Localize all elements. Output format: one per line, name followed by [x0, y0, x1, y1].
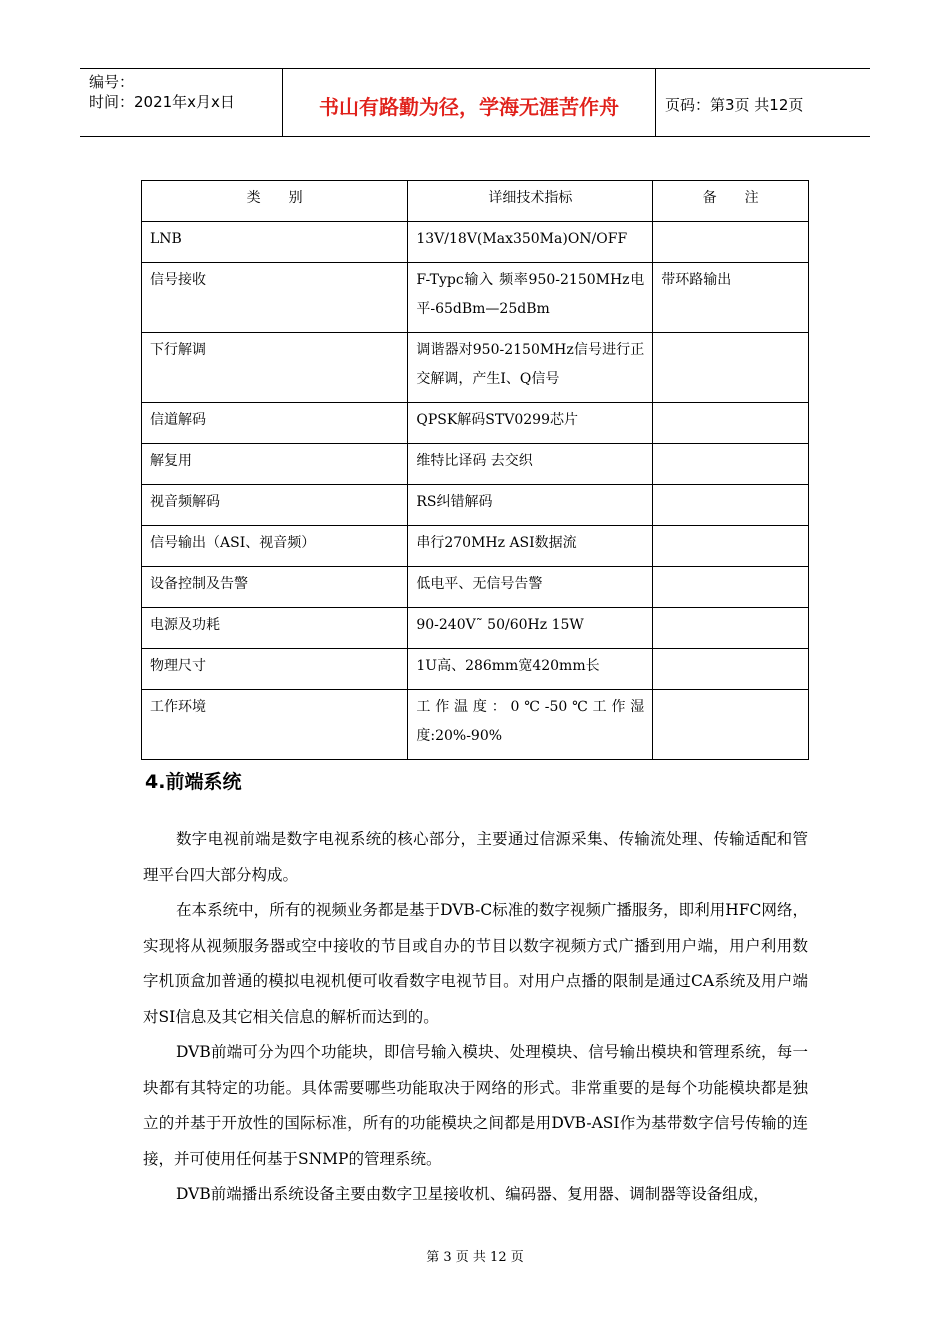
- header-note: 备 注: [653, 181, 809, 222]
- row-note: 带环路输出: [653, 263, 809, 333]
- spec-table: [141, 180, 809, 760]
- row-category: 下行解调: [142, 333, 408, 403]
- table-row: [142, 567, 809, 608]
- row-category: 解复用: [142, 444, 408, 485]
- page-footer: 第 3 页 共 12 页: [426, 1250, 524, 1265]
- row-note: [653, 222, 809, 263]
- header-motto-cell: [282, 69, 656, 136]
- table-row: [142, 485, 809, 526]
- row-spec: F-Typc输入 频率950-2150MHz电平-65dBm—25dBm: [408, 263, 653, 333]
- row-spec: 90-240V˜ 50/60Hz 15W: [408, 608, 653, 649]
- row-category: 视音频解码: [142, 485, 408, 526]
- time-label: 时间：2021年x月x日: [89, 93, 235, 111]
- row-category: 信号输出（ASI、视音频）: [142, 526, 408, 567]
- page-header: [80, 68, 870, 137]
- table-row: [142, 222, 809, 263]
- table-row: [142, 690, 809, 760]
- paragraph: DVB前端可分为四个功能块，即信号输入模块、处理模块、信号输出模块和管理系统，每一块都有其特定的功能。具体需要哪些功能取决于网络的形式。非常重要的是每个功能模块都是独立的并基于开放性的国际标准，所有的功能模块之间都是用DVB-ASI作为基带数字信号传输的连接，并可使用任何基于SNMP的管理系统。: [143, 1043, 808, 1168]
- row-note: [653, 444, 809, 485]
- table-row: [142, 526, 809, 567]
- table-row: [142, 444, 809, 485]
- row-spec: 13V/18V(Max350Ma)ON/OFF: [408, 222, 653, 263]
- table-row: [142, 608, 809, 649]
- row-spec: RS纠错解码: [408, 485, 653, 526]
- table-row: [142, 263, 809, 333]
- row-spec: 串行270MHz ASI数据流: [408, 526, 653, 567]
- row-category: LNB: [142, 222, 408, 263]
- row-category: 工作环境: [142, 690, 408, 760]
- row-note: [653, 690, 809, 760]
- row-note: [653, 608, 809, 649]
- table-row: [142, 403, 809, 444]
- table-row: [142, 649, 809, 690]
- paragraph: 在本系统中，所有的视频业务都是基于DVB-C标准的数字视频广播服务，即利用HFC网络，实现将从视频服务器或空中接收的节目或自办的节目以数字视频方式广播到用户端，用户利用数字机顶盒加普通的模拟电视机便可收看数字电视节目。对用户点播的限制是通过CA系统及用户端对SI信息及其它相关信息的解析而达到的。: [143, 901, 808, 1026]
- row-category: 物理尺寸: [142, 649, 408, 690]
- row-spec: 低电平、无信号告警: [408, 567, 653, 608]
- row-note: [653, 649, 809, 690]
- paragraph: DVB前端播出系统设备主要由数字卫星接收机、编码器、复用器、调制器等设备组成，: [176, 1185, 769, 1203]
- header-spec: 详细技术指标: [408, 181, 653, 222]
- row-category: 信号接收: [142, 263, 408, 333]
- header-category: 类 别: [142, 181, 408, 222]
- header-meta: [80, 69, 282, 136]
- row-note: [653, 333, 809, 403]
- number-label: 编号：: [89, 73, 135, 91]
- page-info: 页码：第3页 共12页: [665, 96, 804, 114]
- row-category: 设备控制及告警: [142, 567, 408, 608]
- header-page-cell: [655, 69, 870, 136]
- row-spec: 1U高、286mm宽420mm长: [408, 649, 653, 690]
- row-spec: 维特比译码 去交织: [408, 444, 653, 485]
- row-spec: QPSK解码STV0299芯片: [408, 403, 653, 444]
- row-note: [653, 485, 809, 526]
- table-header-row: [142, 181, 809, 222]
- table-row: [142, 333, 809, 403]
- motto: 书山有路勤为径，学海无涯苦作舟: [319, 95, 619, 119]
- section-body: [143, 822, 808, 1213]
- row-spec: 工作温度：0℃-50℃工作湿度:20%-90%: [408, 690, 653, 760]
- row-category: 信道解码: [142, 403, 408, 444]
- row-note: [653, 526, 809, 567]
- row-note: [653, 403, 809, 444]
- paragraph: 数字电视前端是数字电视系统的核心部分，主要通过信源采集、传输流处理、传输适配和管理平台四大部分构成。: [143, 830, 808, 884]
- row-spec: 调谐器对950-2150MHz信号进行正交解调，产生I、Q信号: [408, 333, 653, 403]
- section-title: 4.前端系统: [145, 771, 242, 793]
- row-note: [653, 567, 809, 608]
- row-category: 电源及功耗: [142, 608, 408, 649]
